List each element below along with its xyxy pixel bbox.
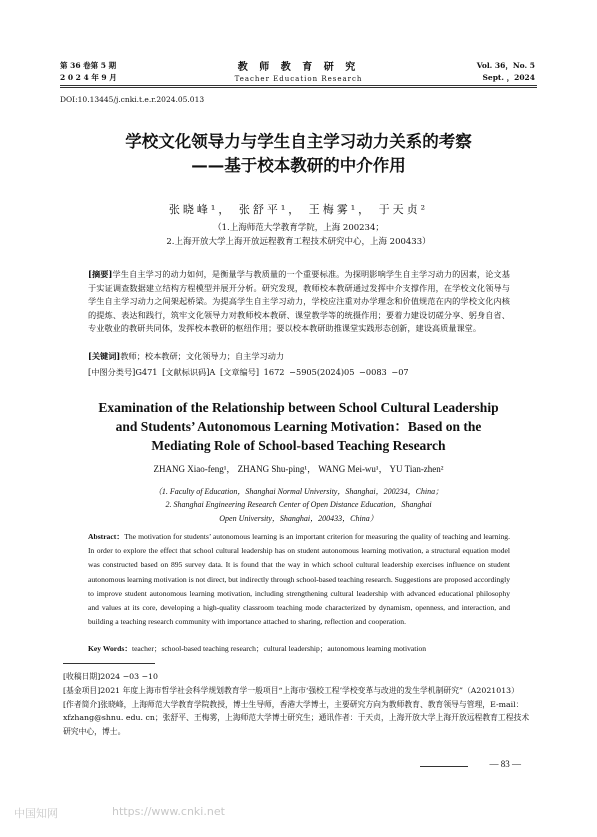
fund-project: [基金项目]2021 年度上海市哲学社会科学规划教育学一般项目“上海市‘强校工程’学校变革与改进的发生学机制研究”（A2021013） <box>63 685 519 695</box>
affiliation-en-1: （1. Faculty of Education，Shanghai Normal University，Shanghai，200234，China； <box>153 487 444 496</box>
received-date: [收稿日期]2024 −03 −10 <box>63 672 158 681</box>
footnote-rule <box>63 663 155 664</box>
header-rule-thin <box>60 87 537 88</box>
page-number: — 83 — <box>489 759 521 769</box>
abstract-cn-label: [摘要] <box>88 269 113 279</box>
journal-name-en: Teacher Education Research <box>234 75 363 83</box>
authors-cn: 张晓峰¹， 张舒平¹， 王梅雾¹， 于天贞² <box>168 203 429 216</box>
keywords-en-label: Key Words： <box>88 644 132 653</box>
affiliation-cn-1: （1.上海师范大学教育学院，上海 200234； <box>213 223 384 233</box>
affiliation-en-2: 2. Shanghai Engineering Research Center of Open Distance Education，Shanghai <box>165 500 432 510</box>
header-right <box>477 60 535 84</box>
classification-cn: [中图分类号]G471 [文献标识码]A [文章编号] 1672 −5905(2024)05 −0083 −07 <box>88 367 409 377</box>
abstract-cn-text: 学生自主学习的动力如何，是衡量学与教质量的一个重要标准。为探明影响学生自主学习动力的因素，论文基于实证调查数据建立结构方程模型并展开分析。研究发现，教师校本教研通过发挥中介支撑作用，在学校文化领导与学生自主学习动力之间架起桥梁。为提高学生自主学习动力，学校应注重对办学理念和价值规范在内的学校文化内核的提炼、表达和践行，筑牢文化领导力对教师校本教研、课堂教学等的统摄作用；要着力建设切磋分享、躬身自省、专业敬业的教研共同体，发挥校本教研的枢纽作用；要以校本教研助推课堂实践形态创新，建设高质量课堂。 <box>88 269 510 334</box>
author-bio: [作者简介]张晓峰，上海师范大学教育学院教授，博士生导师，香港大学博士，主要研究方向为教师教育、教育领导与管理，E-mail：xfzhang@shnu. edu. cn；张舒平、王梅雾，上海师范大学博士研究生；通讯作者：于天贞，上海开放大学上海开放远程教育工程技术研究中心，博士。 <box>63 699 530 737</box>
journal-name-cn: 教 师 教 育 研 究 <box>237 62 360 73</box>
page-number-rule <box>420 766 468 767</box>
title-cn-line1: 学校文化领导力与学生自主学习动力关系的考察 <box>125 132 472 151</box>
affiliations-cn <box>0 221 597 249</box>
header-rule <box>60 85 537 86</box>
keywords-en-text: teacher；school-based teaching research；cultural leadership；autonomous learning motivation <box>131 644 427 653</box>
title-en-line3: Mediating Role of School-based Teaching Research <box>151 438 446 453</box>
keywords-en <box>88 643 510 654</box>
abstract-cn <box>88 268 510 336</box>
affiliation-cn-2: 2.上海开放大学上海开放远程教育工程技术研究中心，上海 200433） <box>166 237 431 247</box>
doi: DOI:10.13445/j.cnki.t.e.r.2024.05.013 <box>60 95 205 104</box>
footnotes <box>63 670 531 739</box>
title-en-line2: and Students’ Autonomous Learning Motivation：Based on the <box>115 419 482 434</box>
watermark-cnki: 中国知网 <box>14 807 58 820</box>
date-cn: 2 0 2 4 年 9 月 <box>60 73 117 82</box>
volume-cn: 第 36 卷第 5 期 <box>60 61 117 70</box>
title-en-line1: Examination of the Relationship between School Cultural Leadership <box>98 400 499 415</box>
authors-en: ZHANG Xiao-feng¹， ZHANG Shu-ping¹， WANG Mei-wu¹， YU Tian-zhen² <box>153 464 444 474</box>
title-cn <box>0 130 597 178</box>
watermark-url: https://www.cnki.net <box>112 805 225 818</box>
abstract-en <box>88 530 510 629</box>
keywords-cn-label: [关键词] <box>88 351 121 361</box>
abstract-en-label: Abstract： <box>88 532 125 541</box>
keywords-cn-text: 教师；校本教研；文化领导力；自主学习动力 <box>120 351 285 361</box>
date-en: Sept. ，2024 <box>482 73 535 82</box>
volume-en: Vol. 36，No. 5 <box>476 61 535 70</box>
keywords-cn <box>88 351 510 362</box>
title-en <box>0 398 597 455</box>
title-cn-line2: ——基于校本教研的中介作用 <box>191 156 406 175</box>
affiliation-en-3: Open University，Shanghai，200433，China） <box>219 513 378 523</box>
affiliations-en <box>0 485 597 525</box>
abstract-en-text: The motivation for students’ autonomous learning is an important criterion for measuring the quality of teaching and learning. In order to explore the effect that school cultural leadership has on student autonomous learning motivation, a structural equation model was constructed based on 895 survey data. It is found that the way in which school cultural leadership exercises influence on student autonomous learning motivation is not direct, but indirectly through school-based teaching research. Suggestions are proposed accordingly to improve student autonomous learning motivation, including strengthening cultural leadership with advanced educational philosophy and values at its core, developing a high-quality classroom teaching mode characterized by dynamism, openness, and interaction, and building a teaching research community with importance attached to sharing, reflection and cooperation. <box>88 532 510 627</box>
